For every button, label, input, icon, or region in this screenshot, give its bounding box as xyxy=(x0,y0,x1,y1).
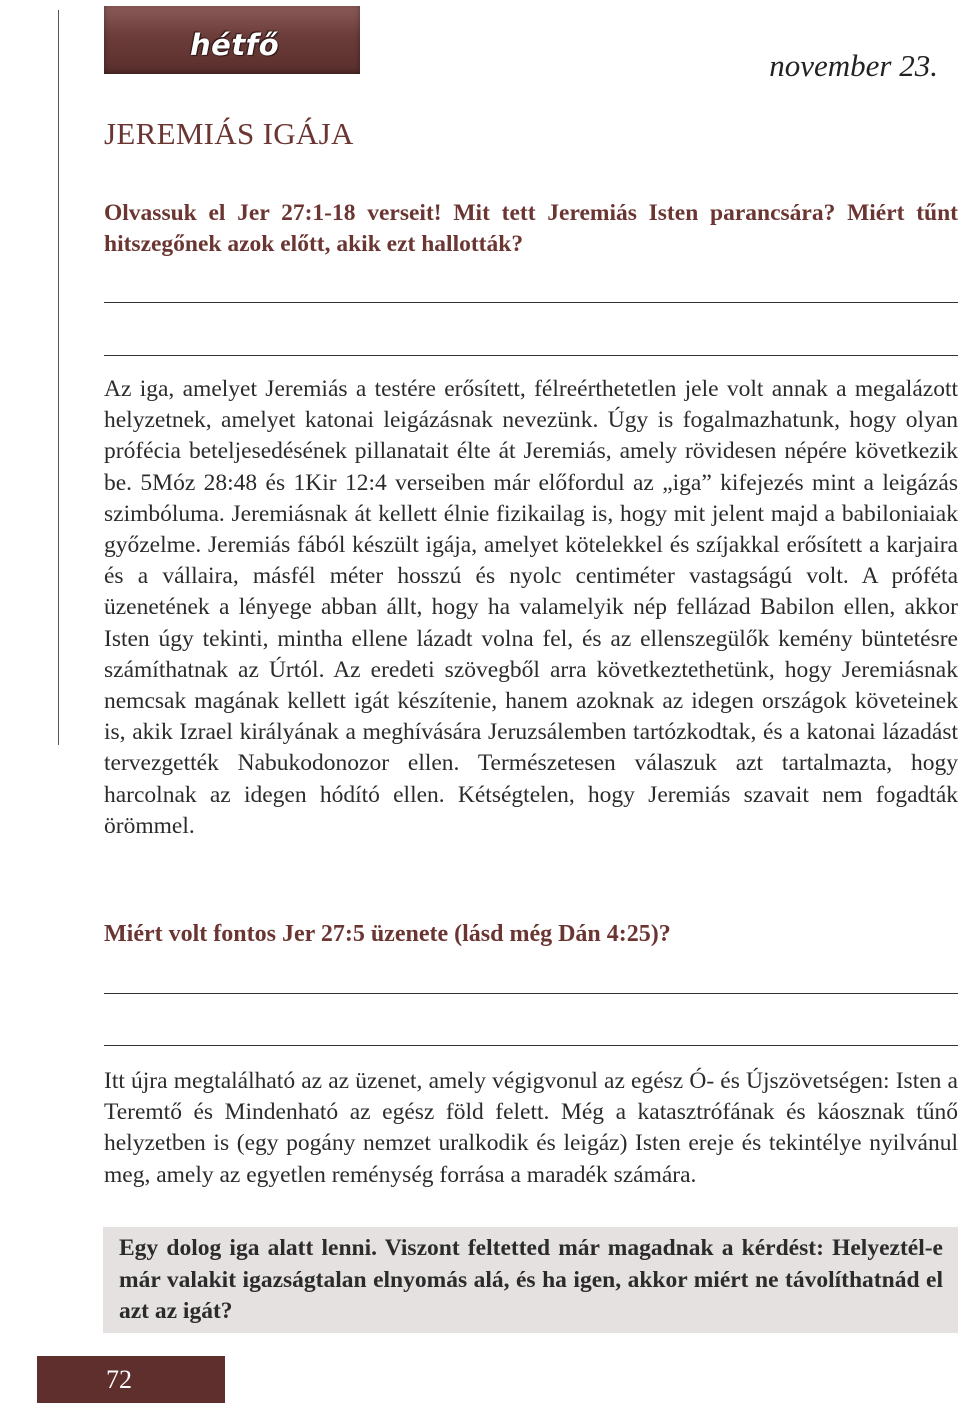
day-tab xyxy=(104,6,360,74)
study-question-1: Olvassuk el Jer 27:1-18 verseit! Mit tett Jeremiás Isten parancsára? Miért tűnt hitszegőnek azok előtt, akik ezt hallották? xyxy=(104,200,958,257)
page-number-badge xyxy=(37,1356,225,1403)
answer-line-1[interactable] xyxy=(104,302,958,303)
page-number: 72 xyxy=(106,1365,132,1394)
body-paragraph-2: Itt újra megtalálható az az üzenet, amely végigvonul az egész Ó- és Újszövetségen: Isten a Teremtő és Mindenható az egész föld felett. Még a katasztrófának és káosznak tűnő helyzetben is (egy pogány nemzet uralkodik és leigáz) Isten ereje és tekintélye nyilvánul meg, amely az egyetlen reménység forrása a maradék számára. xyxy=(104,1068,958,1188)
study-question-2: Miért volt fontos Jer 27:5 üzenete (lásd még Dán 4:25)? xyxy=(104,921,671,947)
lesson-title: JEREMIÁS IGÁJA xyxy=(104,116,354,151)
date-label: november 23. xyxy=(769,48,938,83)
day-label: hétfő xyxy=(190,28,280,62)
answer-line-4[interactable] xyxy=(104,1045,958,1046)
answer-line-3[interactable] xyxy=(104,993,958,994)
answer-line-2[interactable] xyxy=(104,355,958,356)
reflection-box xyxy=(103,1227,958,1333)
body-paragraph-1: Az iga, amelyet Jeremiás a testére erősített, félreérthetetlen jele volt annak a megalázott helyzetnek, amelyet katonai leigázásnak nevezünk. Úgy is fogalmazhatunk, hogy olyan prófécia beteljesedésének pillanatait élte át Jeremiás, amely rövidesen népére következik be. 5Móz 28:48 és 1Kir 12:4 verseiben már előfordul az „iga” kifejezés mint a leigázás szimbóluma. Jeremiásnak át kellett élnie fizikailag is, hogy mit jelent majd a babiloniaiak győzelme. Jeremiás fából készült igája, amelyet kötelekkel és szíjakkal erősített a karjaira és a vállaira, másfél méter hosszú és nyolc centiméter vastagságú volt. A próféta üzenetének a lényege abban állt, hogy ha valamelyik nép fellázad Babilon ellen, akkor Isten úgy tekinti, mintha ellene lázadt volna fel, és az ellenszegülők kemény büntetésre számíthatnak az Úrtól. Az eredeti szövegből arra következtethetünk, hogy Jeremiásnak nemcsak magának kellett igát készítenie, hanem azoknak az idegen országok követeinek is, akik Izrael királyának a meghívására Jeruzsálemben tartózkodtak, és a katonai lázadást tervezgették Nabukodonozor ellen. Természetesen válaszuk azt tartalmazta, hogy harcolnak az idegen hódító ellen. Kétségtelen, hogy Jeremiás szavait nem fogadták örömmel. xyxy=(104,376,958,839)
margin-rule xyxy=(58,10,59,745)
reflection-text: Egy dolog iga alatt lenni. Viszont feltetted már magadnak a kérdést: Helyeztél-e már valakit igazságtalan elnyomás alá, és ha igen, akkor miért ne távolíthatnád el azt az igát? xyxy=(119,1235,943,1324)
